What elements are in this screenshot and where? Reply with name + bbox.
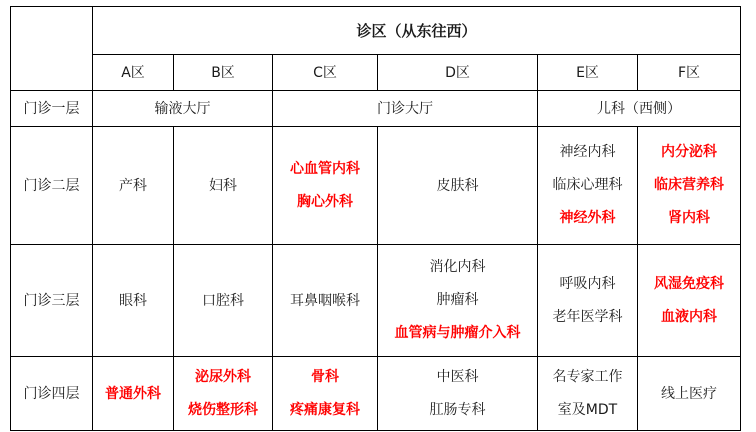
dept-name: 临床营养科 [654, 177, 725, 193]
cell-floor3-d [378, 245, 538, 357]
dept-name: 呼吸内科 [559, 275, 616, 292]
cell-floor4-a: 普通外科 [93, 357, 174, 431]
cell-floor2-f [638, 127, 741, 245]
dept-name: 肾内科 [668, 210, 711, 226]
cell-floor3-a: 眼科 [93, 245, 174, 357]
dept-name: 老年医学科 [552, 308, 623, 325]
cell-floor4-d [378, 357, 538, 431]
dept-name: 消化内科 [429, 259, 486, 275]
dept-name: 中医科 [436, 368, 479, 385]
cell-floor3-c: 耳鼻咽喉科 [273, 245, 378, 357]
dept-name: 内分泌科 [661, 144, 718, 160]
cell-floor2-a: 产科 [93, 127, 174, 245]
cell-floor2-c [273, 127, 378, 245]
dept-name: 肛肠专科 [429, 401, 486, 418]
zone-header-d: D区 [378, 55, 538, 91]
dept-name: 骨科 [311, 368, 339, 385]
dept-name: 临床心理科 [552, 177, 623, 193]
cell-floor4-f: 线上医疗 [638, 357, 741, 431]
cell-floor2-e [538, 127, 638, 245]
dept-name: 神经内科 [559, 144, 616, 160]
cell-floor3-f [638, 245, 741, 357]
cell-floor1-ef: 儿科（西侧） [538, 91, 741, 127]
cell-floor3-e [538, 245, 638, 357]
zone-header-c: C区 [273, 55, 378, 91]
floor-label-2: 门诊二层 [11, 127, 93, 245]
cell-floor4-e [538, 357, 638, 431]
dept-name: 室及MDT [557, 401, 618, 418]
cell-floor4-b [174, 357, 273, 431]
dept-name: 泌尿外科 [195, 368, 251, 385]
floor-directory-table [10, 6, 741, 431]
corner-cell [11, 7, 93, 91]
dept-name: 疼痛康复科 [290, 401, 360, 418]
cell-floor1-cd: 门诊大厅 [273, 91, 538, 127]
dept-name: 风湿免疫科 [654, 275, 725, 292]
floor-label-1: 门诊一层 [11, 91, 93, 127]
cell-floor1-ab: 输液大厅 [93, 91, 273, 127]
table-title: 诊区（从东往西） [93, 7, 741, 55]
dept-name: 烧伤整形科 [188, 401, 258, 418]
dept-name: 胸心外科 [297, 193, 353, 210]
zone-header-e: E区 [538, 55, 638, 91]
dept-name: 肿瘤科 [436, 292, 479, 308]
dept-name: 神经外科 [559, 210, 616, 226]
cell-floor2-b: 妇科 [174, 127, 273, 245]
zone-header-f: F区 [638, 55, 741, 91]
dept-name: 名专家工作 [552, 368, 623, 385]
zone-header-a: A区 [93, 55, 174, 91]
cell-floor3-b: 口腔科 [174, 245, 273, 357]
cell-floor2-d: 皮肤科 [378, 127, 538, 245]
dept-name: 心血管内科 [290, 160, 360, 177]
dept-name: 血管病与肿瘤介入科 [394, 325, 521, 341]
cell-floor4-c [273, 357, 378, 431]
floor-label-3: 门诊三层 [11, 245, 93, 357]
dept-name: 血液内科 [661, 308, 718, 325]
zone-header-b: B区 [174, 55, 273, 91]
floor-label-4: 门诊四层 [11, 357, 93, 431]
